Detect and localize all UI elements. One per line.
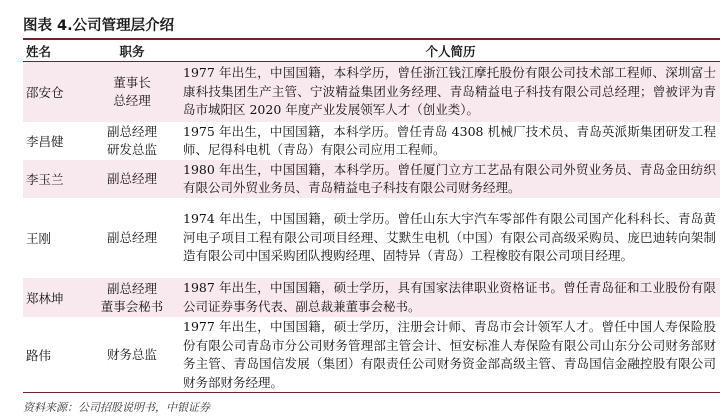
person-bio: 1974 年出生，中国国籍，硕士学历。曾任山东大宇汽车零部件有限公司国产化科科长、青岛黄河电子项目工程有限公司项目经理、艾默生电机（中国）有限公司高级采购员、庞巴迪转向架制造有限公司中国采购团队搜购经理、固特异（青岛）工程橡胶有限公司项目经理。 — [183, 211, 716, 264]
person-name: 郑林坤 — [23, 278, 83, 317]
person-bio: 1980 年出生，中国国籍，本科学历。曾任厦门立方工艺品有限公司外贸业务员、青岛金田纺织有限公司外贸业务员、青岛精益电子科技有限公司财务经理。 — [181, 160, 720, 198]
person-name: 李昌健 — [26, 134, 64, 149]
person-name: 邵安仓 — [23, 62, 83, 123]
position-line: 研发总监 — [106, 142, 157, 157]
person-bio: 1975 年出生，中国国籍，本科学历。曾任青岛 4308 机械厂技术员、青岛英派斯集团研发工程师、尼得科电机（青岛）有限公司应用工程师。 — [183, 123, 716, 157]
source-note: 资料来源：公司招股说明书，中银证券 — [23, 401, 210, 414]
table-row — [23, 317, 720, 393]
person-bio: 1977 年出生，中国国籍，本科学历，曾任浙江钱江摩托股份有限公司技术部工程师、深圳富士康科技集团生产主管、宁波精益集团业务经理、青岛精益电子科技有限公司总经理；曾被评为青岛市城阳区 2020 年度产业发展领军人才（创业类）。 — [181, 62, 720, 123]
table-header-row — [23, 41, 720, 62]
person-name: 王刚 — [26, 231, 52, 246]
figure-title: 图表 4.公司管理层介绍 — [23, 18, 175, 34]
bottom-rule — [23, 392, 720, 393]
person-position — [83, 198, 181, 278]
position-line: 总经理 — [113, 93, 151, 108]
header-name: 姓名 — [23, 41, 83, 62]
management-table — [23, 41, 720, 393]
person-position — [83, 122, 181, 160]
position-line: 副总经理 — [106, 280, 157, 296]
table-row — [23, 160, 720, 198]
position-line: 副总经理 — [106, 171, 157, 186]
person-position — [83, 278, 181, 317]
person-bio: 1987 年出生，中国国籍，硕士学历，具有国家法律职业资格证书。曾任青岛征和工业股份有限公司证券事务代表、副总裁兼董事会秘书。 — [181, 278, 720, 317]
position-line: 副总经理 — [106, 124, 157, 139]
person-position — [83, 62, 181, 123]
table-row — [23, 278, 720, 317]
position-line: 董事长 — [113, 75, 151, 90]
person-name: 李玉兰 — [23, 160, 83, 198]
position-line: 董事会秘书 — [100, 298, 164, 314]
table-row — [23, 122, 720, 160]
header-position: 职务 — [83, 41, 181, 62]
person-name: 路伟 — [26, 348, 52, 363]
table-row — [23, 198, 720, 278]
top-rule — [23, 38, 720, 40]
position-line: 财务总监 — [106, 347, 157, 362]
table-row — [23, 62, 720, 123]
person-position — [83, 317, 181, 393]
header-bio: 个人简历 — [181, 41, 720, 62]
person-bio: 1977 年出生，中国国籍，硕士学历，注册会计师、青岛市会计领军人才。曾任中国人寿保险股份有限公司青岛市分公司财务管理部主管会计、恒安标准人寿保险有限公司山东分公司财务部财务主管、青岛国信发展（集团）有限责任公司财务资金部高级主管、青岛国信金融控股有限公司财务部财务经理。 — [183, 319, 716, 390]
person-position — [83, 160, 181, 198]
position-line: 副总经理 — [106, 230, 157, 245]
